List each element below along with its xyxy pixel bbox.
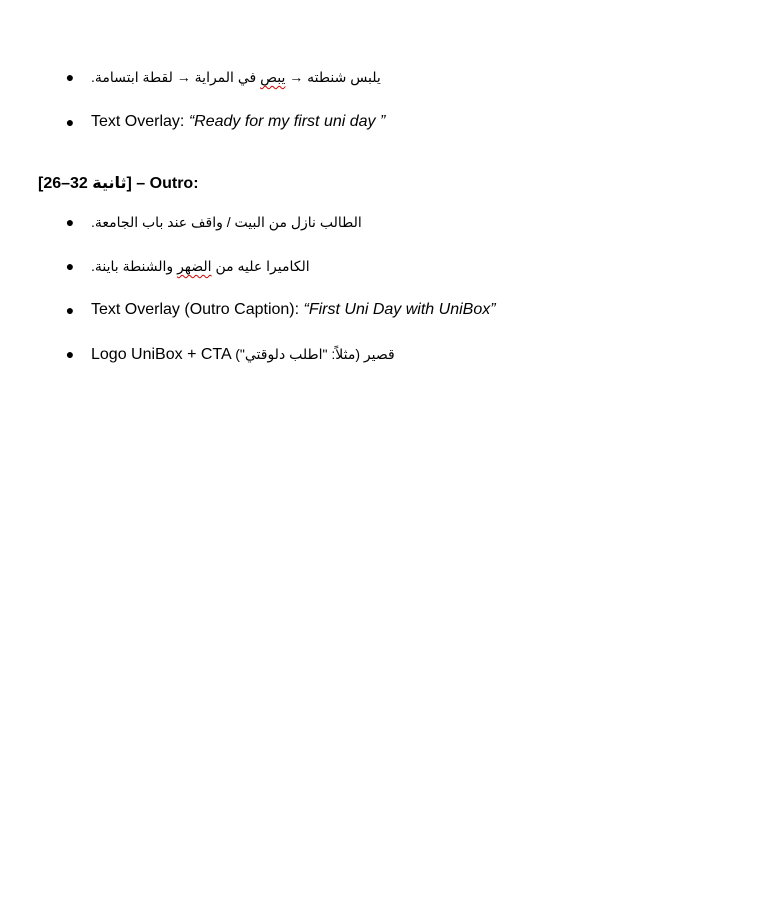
list-item-text: [91, 111, 385, 133]
arabic-text-part: الكاميرا عليه من: [211, 258, 310, 274]
overlay-caption: “Ready for my first uni day ”: [188, 113, 386, 130]
misspelled-word[interactable]: الضهر: [177, 258, 212, 274]
list-item: [0, 299, 777, 321]
list-item-text: [91, 255, 310, 277]
overlay-caption: “First Uni Day with UniBox”: [303, 301, 496, 318]
text-overlay-label: Text Overlay:: [91, 113, 189, 130]
cta-arabic-text: قصير (مثلاً: "اطلب دلوقتي"): [235, 346, 395, 362]
list-item-text: [91, 66, 381, 88]
list-item: [0, 255, 777, 277]
bullet-icon: ●: [65, 258, 75, 274]
list-item: [0, 343, 777, 365]
arabic-text-part: يلبس شنطته →: [285, 69, 381, 85]
arabic-text-part: في المراية → لقطة ابتسامة.: [91, 69, 261, 85]
bullet-list-outro: [0, 211, 777, 365]
bullet-icon: ●: [65, 69, 75, 85]
list-item-text: [91, 343, 395, 366]
logo-cta-label: Logo UniBox + CTA: [91, 346, 236, 363]
bullet-list-scene-end: [0, 66, 777, 133]
list-item: [0, 66, 777, 88]
misspelled-word[interactable]: يبص: [260, 69, 286, 85]
arabic-text-part: والشنطة باينة.: [91, 258, 178, 274]
list-item-text: [91, 299, 496, 321]
section-heading-outro: [26–32 ثانية] – Outro:: [38, 175, 199, 192]
bullet-icon: ●: [65, 302, 75, 318]
bullet-icon: ●: [65, 214, 75, 230]
bullet-icon: ●: [65, 114, 75, 130]
bullet-icon: ●: [65, 346, 75, 362]
list-item-text: الطالب نازل من البيت / واقف عند باب الجامعة.: [91, 214, 362, 230]
list-item: [0, 211, 777, 233]
list-item: [0, 111, 777, 133]
text-overlay-label: Text Overlay (Outro Caption):: [91, 301, 304, 318]
